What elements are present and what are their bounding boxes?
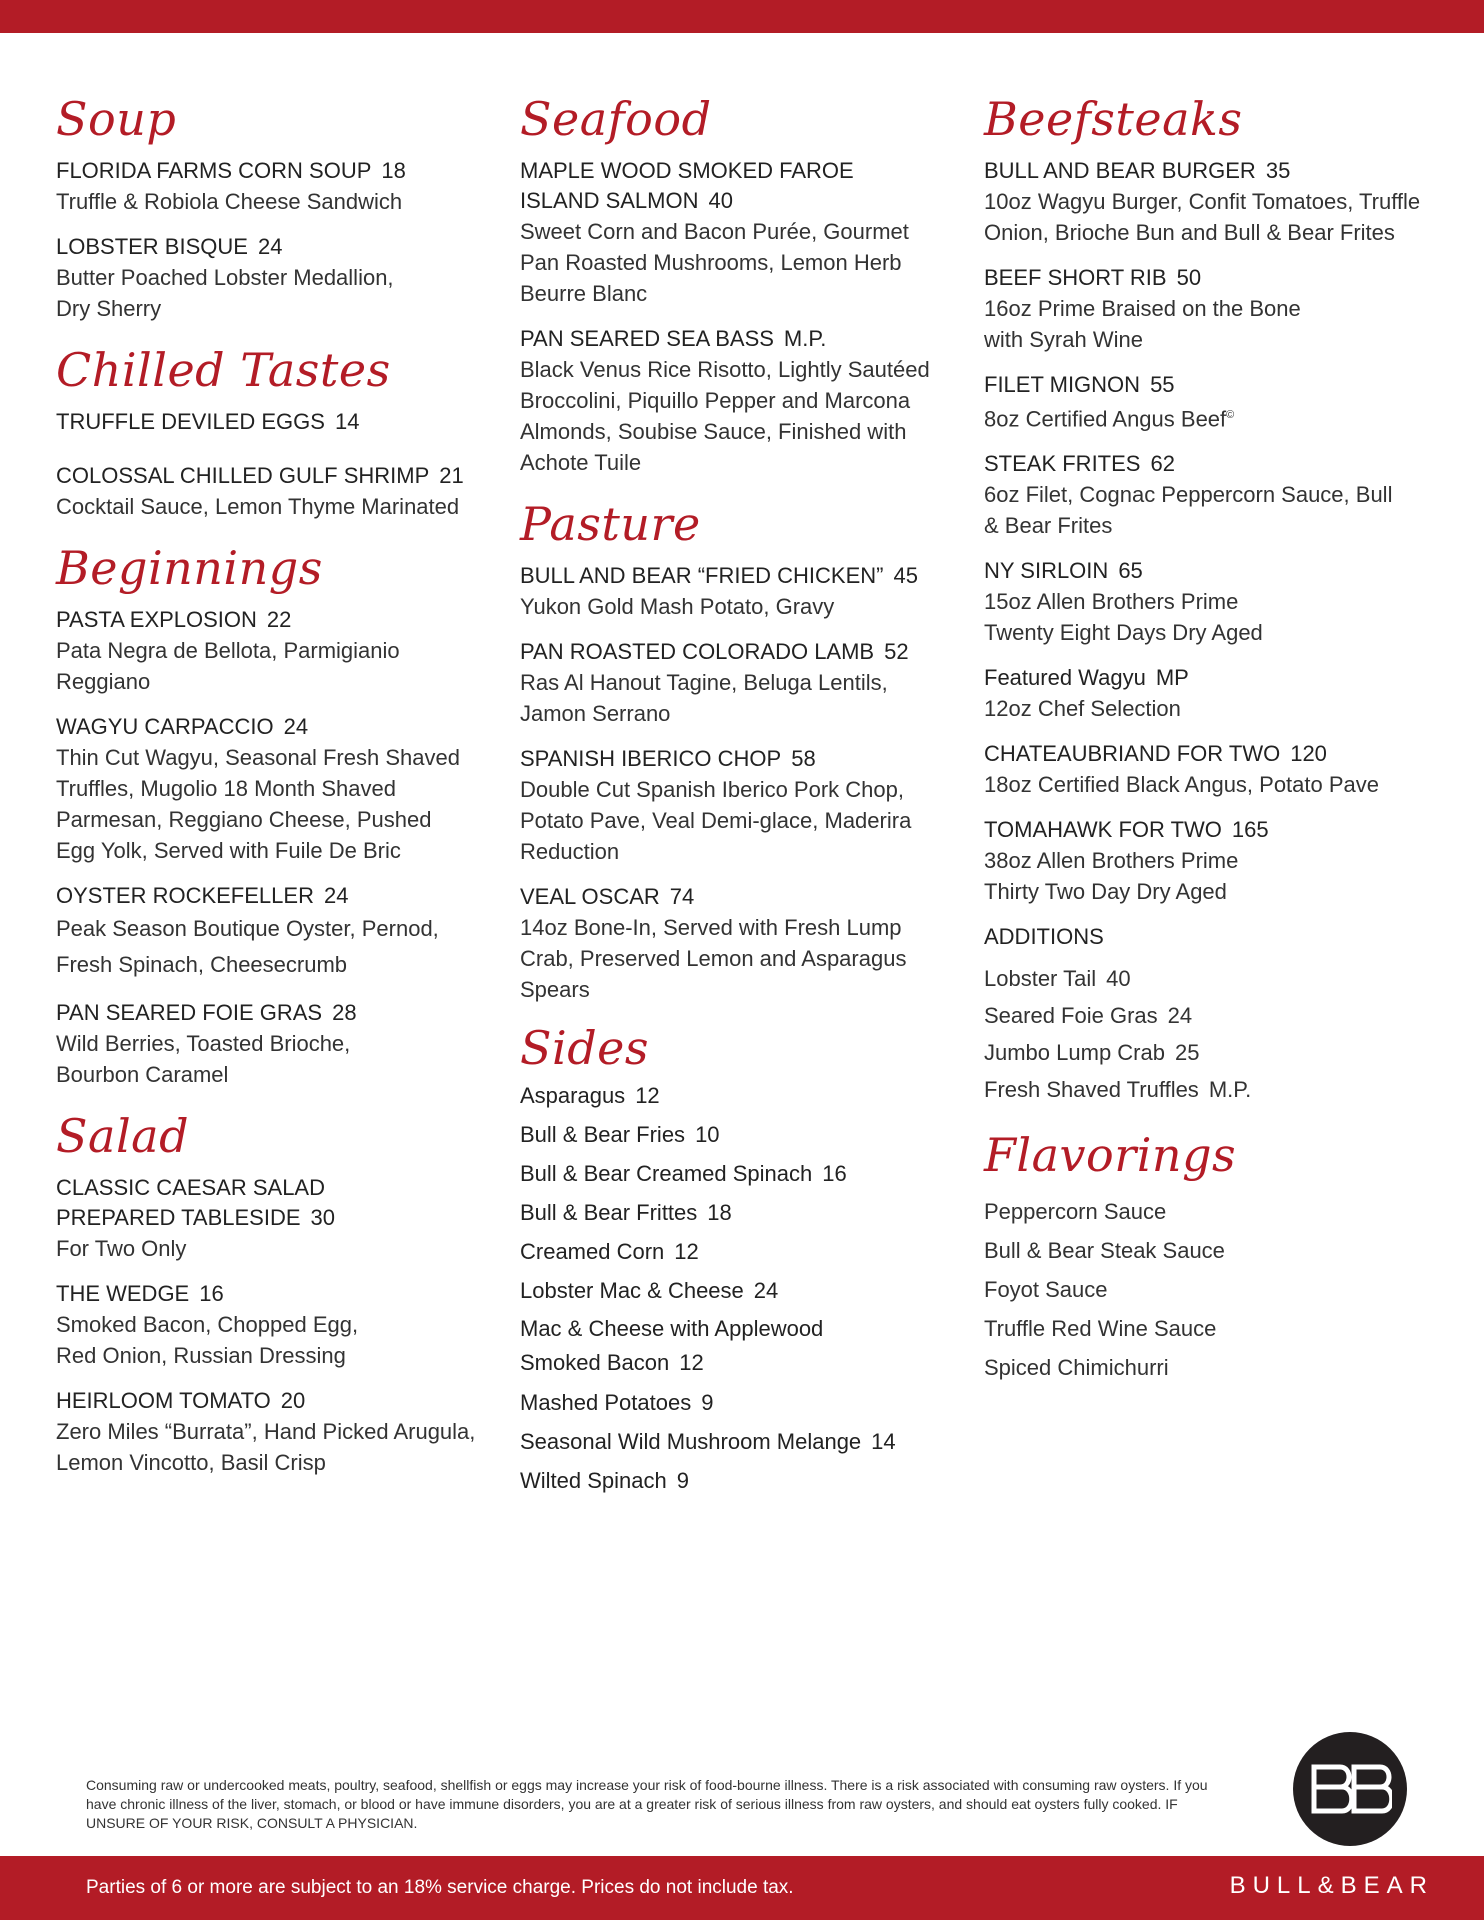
item-price: 120 xyxy=(1290,741,1327,767)
item-description: 8oz Certified Angus Beef xyxy=(984,406,1227,432)
item-price: 20 xyxy=(280,1388,306,1413)
item-price: 40 xyxy=(708,188,733,213)
item-price: M.P. xyxy=(783,326,827,351)
item-name: Featured Wagyu xyxy=(984,665,1146,691)
menu-item xyxy=(56,1279,496,1371)
side-item xyxy=(520,1271,960,1310)
section-title-pasture: Pasture xyxy=(520,497,701,551)
item-description: 15oz Allen Brothers Prime Twenty Eight Days Dry Aged xyxy=(984,589,1263,646)
side-item xyxy=(520,1076,960,1115)
item-price: 50 xyxy=(1176,265,1202,290)
item-name: VEAL OSCAR xyxy=(520,884,660,909)
section-flavorings xyxy=(984,1124,1444,1387)
item-name: Mac & Cheese with Applewood Smoked Bacon xyxy=(520,1316,824,1375)
bb-logo-icon xyxy=(1308,1761,1392,1817)
item-description: Black Venus Rice Risotto, Lightly Sautéed Broccolini, Piquillo Pepper and Marcona Almonds, Soubise Sauce, Finished with Achote Tuile xyxy=(520,357,930,475)
item-name: Lobster Mac & Cheese xyxy=(520,1278,744,1303)
item-description: 6oz Filet, Cognac Peppercorn Sauce, Bull & Bear Frites xyxy=(984,482,1393,539)
section-sides xyxy=(520,1020,960,1500)
item-price: 22 xyxy=(266,607,292,632)
item-price: 55 xyxy=(1150,372,1175,397)
item-name: Bull & Bear Creamed Spinach xyxy=(520,1161,813,1186)
menu-column-1 xyxy=(56,88,496,1493)
menu-column-2 xyxy=(520,88,960,1508)
item-price: 35 xyxy=(1265,158,1291,183)
item-name: Seasonal Wild Mushroom Melange xyxy=(520,1429,862,1454)
service-charge-note: Parties of 6 or more are subject to an 18% service charge. Prices do not include tax. xyxy=(86,1877,794,1898)
section-additions xyxy=(984,922,1444,1108)
item-name: Lobster Tail xyxy=(984,966,1097,992)
flavoring-item: Bull & Bear Steak Sauce xyxy=(984,1238,1225,1264)
item-price: 24 xyxy=(283,714,309,739)
item-name: BEEF SHORT RIB xyxy=(984,265,1167,290)
flavoring-item: Spiced Chimichurri xyxy=(984,1355,1169,1381)
menu-item xyxy=(984,739,1444,800)
item-price: 18 xyxy=(381,158,406,183)
item-price: 62 xyxy=(1150,451,1175,477)
item-price: 18 xyxy=(707,1200,732,1225)
item-description: Truffle & Robiola Cheese Sandwich xyxy=(56,189,403,214)
section-title-seafood: Seafood xyxy=(520,92,712,146)
item-name: FILET MIGNON xyxy=(984,372,1141,397)
bottom-accent-bar xyxy=(0,1856,1484,1920)
menu-item xyxy=(56,407,496,437)
item-description: Smoked Bacon, Chopped Egg, Red Onion, Russian Dressing xyxy=(56,1312,359,1368)
section-pasture xyxy=(520,493,960,1005)
item-price: 12 xyxy=(674,1239,699,1264)
health-disclaimer: Consuming raw or undercooked meats, poultry, seafood, shellfish or eggs may increase your risk of food-bourne illness. There is a risk associated with consuming raw oysters. If you have chronic illness of the liver, stomach, or blood or have immune disorders, you are at a greater risk of serious illness from raw oysters, and should eat oysters fully cooked. IF UNSURE OF YOUR RISK, CONSULT A PHYSICIAN. xyxy=(86,1777,1208,1831)
addition-item xyxy=(984,1034,1444,1071)
item-description: For Two Only xyxy=(56,1236,187,1261)
menu-item xyxy=(56,998,496,1090)
item-price: 30 xyxy=(310,1205,336,1230)
flavoring-item: Peppercorn Sauce xyxy=(984,1199,1167,1225)
brand-wordmark: BULL&BEAR xyxy=(1229,1872,1434,1899)
item-name: BULL AND BEAR BURGER xyxy=(984,158,1256,183)
item-name: Jumbo Lump Crab xyxy=(984,1040,1165,1066)
menu-item xyxy=(520,156,960,309)
item-name: CLASSIC CAESAR SALAD PREPARED TABLESIDE xyxy=(56,1175,325,1230)
menu-item xyxy=(56,605,496,697)
section-title-beefsteaks: Beefsteaks xyxy=(984,92,1243,146)
item-name: Fresh Shaved Truffles xyxy=(984,1077,1199,1103)
menu-item xyxy=(520,744,960,867)
side-item xyxy=(520,1422,960,1461)
menu-item xyxy=(56,1173,496,1264)
item-price: 14 xyxy=(334,409,360,434)
item-name: THE WEDGE xyxy=(56,1281,190,1306)
menu-item xyxy=(984,449,1444,541)
menu-item xyxy=(520,561,960,622)
copyright-mark: © xyxy=(1226,409,1235,421)
side-item xyxy=(520,1115,960,1154)
flavoring-item: Foyot Sauce xyxy=(984,1277,1108,1303)
item-name: CHATEAUBRIAND FOR TWO xyxy=(984,741,1281,767)
side-item xyxy=(520,1312,890,1380)
item-description: Thin Cut Wagyu, Seasonal Fresh Shaved Truffles, Mugolio 18 Month Shaved Parmesan, Reggiano Cheese, Pushed Egg Yolk, Served with Fuile De Bric xyxy=(56,745,460,863)
menu-item xyxy=(56,156,496,217)
item-price: 24 xyxy=(753,1278,779,1303)
item-description: Cocktail Sauce, Lemon Thyme Marinated xyxy=(56,494,460,519)
item-price: 52 xyxy=(884,639,909,664)
menu-item xyxy=(984,263,1444,355)
section-beginnings xyxy=(56,537,496,1090)
menu-item xyxy=(984,815,1444,907)
side-item xyxy=(520,1232,960,1271)
item-name: FLORIDA FARMS CORN SOUP xyxy=(56,158,372,183)
item-description: Wild Berries, Toasted Brioche, Bourbon Caramel xyxy=(56,1031,351,1087)
item-description: Pata Negra de Bellota, Parmigianio Reggiano xyxy=(56,638,400,694)
menu-item xyxy=(56,461,496,522)
item-price: 9 xyxy=(701,1390,714,1415)
side-item xyxy=(520,1461,960,1500)
menu-column-3 xyxy=(984,88,1444,1395)
section-title-soup: Soup xyxy=(56,92,177,146)
section-title-chilled-tastes: Chilled Tastes xyxy=(56,343,391,397)
item-name: OYSTER ROCKEFELLER xyxy=(56,883,314,908)
item-price: 10 xyxy=(695,1122,720,1147)
item-description: Ras Al Hanout Tagine, Beluga Lentils, Jamon Serrano xyxy=(520,670,888,726)
item-name: LOBSTER BISQUE xyxy=(56,234,248,259)
item-name: STEAK FRITES xyxy=(984,451,1141,477)
item-name: WAGYU CARPACCIO xyxy=(56,714,274,739)
side-item xyxy=(520,1383,960,1422)
item-price: 25 xyxy=(1174,1040,1200,1066)
item-description: 18oz Certified Black Angus, Potato Pave xyxy=(984,772,1380,798)
item-name: PASTA EXPLOSION xyxy=(56,607,257,632)
section-seafood xyxy=(520,88,960,478)
item-name: Seared Foie Gras xyxy=(984,1003,1158,1029)
additions-heading: ADDITIONS xyxy=(984,924,1104,950)
item-description: Butter Poached Lobster Medallion, Dry Sherry xyxy=(56,265,394,321)
item-price: 14 xyxy=(871,1429,896,1454)
section-soup xyxy=(56,88,496,324)
item-price: 24 xyxy=(323,883,349,908)
item-price: 58 xyxy=(791,746,816,771)
item-price: 24 xyxy=(1167,1003,1193,1029)
top-accent-bar xyxy=(0,0,1484,33)
item-description: Peak Season Boutique Oyster, Pernod, Fresh Spinach, Cheesecrumb xyxy=(56,916,439,977)
menu-item xyxy=(56,881,496,983)
bb-logo xyxy=(1293,1732,1407,1846)
section-title-salad: Salad xyxy=(56,1109,190,1163)
addition-item xyxy=(984,1071,1444,1108)
item-name: TRUFFLE DEVILED EGGS xyxy=(56,409,325,434)
item-name: MAPLE WOOD SMOKED FAROE ISLAND SALMON xyxy=(520,158,854,213)
item-name: PAN ROASTED COLORADO LAMB xyxy=(520,639,875,664)
item-price: 16 xyxy=(199,1281,224,1306)
item-price: 65 xyxy=(1118,558,1143,584)
item-name: Wilted Spinach xyxy=(520,1468,667,1493)
menu-item xyxy=(520,324,960,478)
section-title-flavorings: Flavorings xyxy=(984,1128,1237,1183)
item-name: Creamed Corn xyxy=(520,1239,665,1264)
menu-item xyxy=(984,370,1444,434)
menu-item xyxy=(56,1386,496,1478)
item-name: PAN SEARED SEA BASS xyxy=(520,326,774,351)
item-price: 40 xyxy=(1106,966,1131,992)
item-description: Zero Miles “Burrata”, Hand Picked Arugula, Lemon Vincotto, Basil Crisp xyxy=(56,1419,476,1475)
item-price: 12 xyxy=(635,1083,660,1108)
section-title-beginnings: Beginnings xyxy=(56,541,323,595)
side-item xyxy=(520,1154,960,1193)
item-description: Double Cut Spanish Iberico Pork Chop, Potato Pave, Veal Demi-glace, Maderira Reduction xyxy=(520,777,912,864)
menu-item xyxy=(984,663,1444,724)
item-name: NY SIRLOIN xyxy=(984,558,1109,584)
item-price: 21 xyxy=(439,463,464,488)
item-name: TOMAHAWK FOR TWO xyxy=(984,817,1222,843)
item-description: 38oz Allen Brothers Prime Thirty Two Day Dry Aged xyxy=(984,848,1239,905)
menu-item xyxy=(520,882,960,1005)
addition-item xyxy=(984,960,1444,997)
section-chilled-tastes xyxy=(56,339,496,522)
item-price: 12 xyxy=(679,1350,704,1375)
item-price: 74 xyxy=(669,884,695,909)
item-price: 165 xyxy=(1231,817,1269,843)
item-name: PAN SEARED FOIE GRAS xyxy=(56,1000,323,1025)
item-description: 16oz Prime Braised on the Bone with Syrah Wine xyxy=(984,296,1301,352)
side-item xyxy=(520,1193,960,1232)
item-price: 9 xyxy=(676,1468,689,1493)
menu-item xyxy=(520,637,960,729)
item-name: Asparagus xyxy=(520,1083,626,1108)
item-name: Bull & Bear Frittes xyxy=(520,1200,698,1225)
item-name: Bull & Bear Fries xyxy=(520,1122,686,1147)
item-description: 12oz Chef Selection xyxy=(984,696,1181,722)
item-name: Mashed Potatoes xyxy=(520,1390,692,1415)
item-price: 24 xyxy=(257,234,283,259)
item-description: 10oz Wagyu Burger, Confit Tomatoes, Truffle Onion, Brioche Bun and Bull & Bear Frites xyxy=(984,189,1421,245)
item-description: Sweet Corn and Bacon Purée, Gourmet Pan Roasted Mushrooms, Lemon Herb Beurre Blanc xyxy=(520,219,909,306)
item-price: MP xyxy=(1155,665,1189,691)
menu-item xyxy=(56,232,496,324)
item-price: 45 xyxy=(893,563,918,588)
item-price: 28 xyxy=(332,1000,357,1025)
item-price: M.P. xyxy=(1208,1077,1252,1103)
item-name: HEIRLOOM TOMATO xyxy=(56,1388,271,1413)
item-name: COLOSSAL CHILLED GULF SHRIMP xyxy=(56,463,430,488)
section-beefsteaks xyxy=(984,88,1444,907)
section-salad xyxy=(56,1105,496,1478)
item-price: 16 xyxy=(822,1161,847,1186)
menu-item xyxy=(984,556,1444,648)
item-name: SPANISH IBERICO CHOP xyxy=(520,746,782,771)
addition-item xyxy=(984,997,1444,1034)
item-description: 14oz Bone-In, Served with Fresh Lump Crab, Preserved Lemon and Asparagus Spears xyxy=(520,915,907,1002)
menu-item xyxy=(984,156,1444,248)
item-name: BULL AND BEAR “FRIED CHICKEN” xyxy=(520,563,884,588)
menu-item xyxy=(56,712,496,866)
item-description: Yukon Gold Mash Potato, Gravy xyxy=(520,594,835,619)
flavoring-item: Truffle Red Wine Sauce xyxy=(984,1316,1217,1342)
section-title-sides: Sides xyxy=(520,1021,649,1075)
